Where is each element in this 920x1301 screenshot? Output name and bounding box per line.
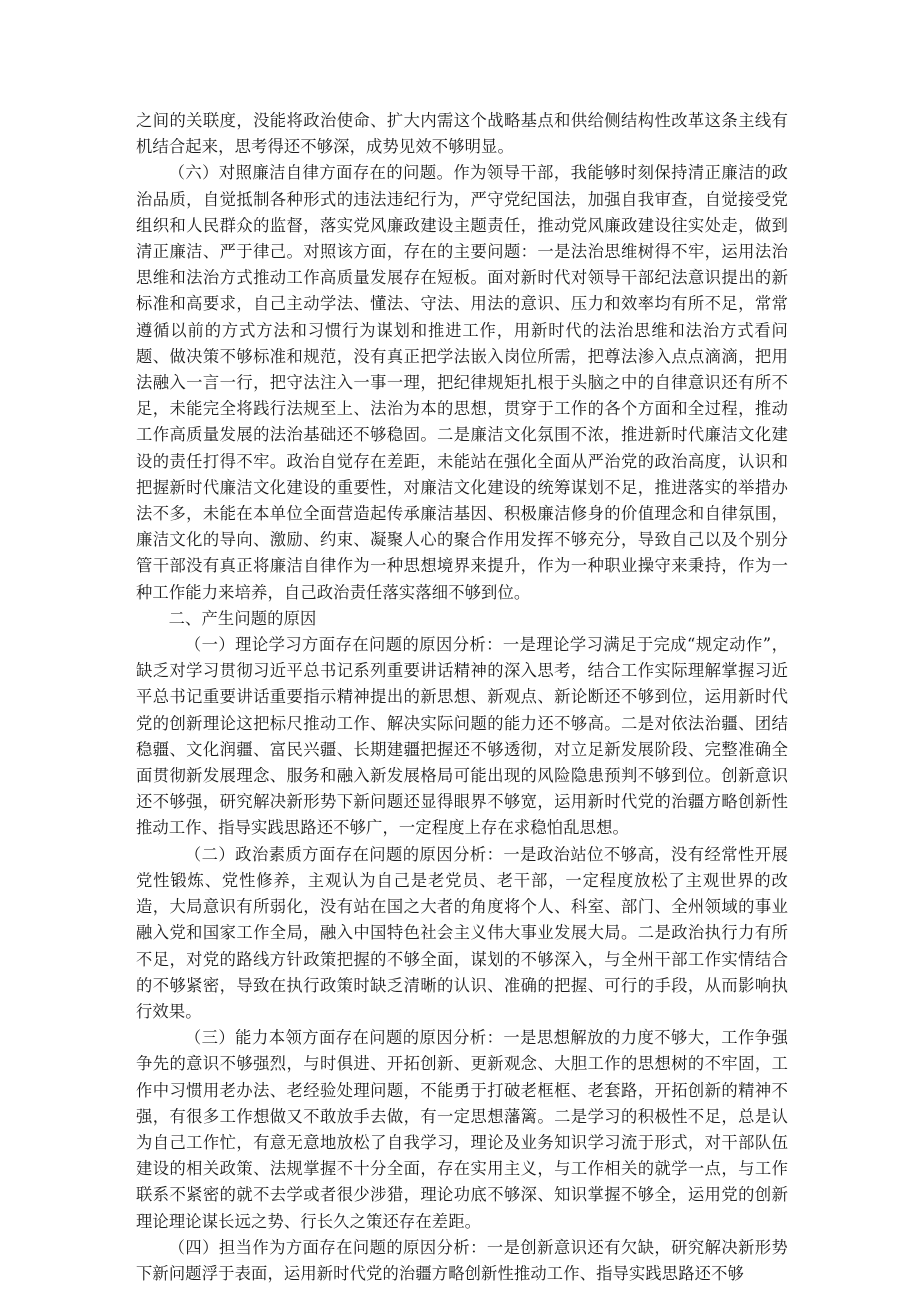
paragraph-continuation: 之间的关联度，没能将政治使命、扩大内需这个战略基点和供给侧结构性改革这条主线有机结合起来，思考得还不够深，成势见效不够明显。 [136, 111, 788, 157]
paragraph-political-quality-causes: （二）政治素质方面存在问题的原因分析：一是政治站位不够高，没有经常性开展党性锻炼、党性修养，主观认为自己是老党员、老干部，一定程度放松了主观世界的改造，大局意识有所弱化，没有站在国之大者的角度将个人、科室、部门、全州领域的事业融入党和国家工作全局，融入中国特色社会主义伟大事业发展大局。二是政治执行力有所不足，对党的路线方针政策把握的不够全面，谋划的不够深入，与全州干部工作实情结合的不够紧密，导致在执行政策时缺乏清晰的认识、准确的把握、可行的手段，从而影响执行效果。 [136, 844, 788, 1021]
section-heading-causes: 二、产生问题的原因 [168, 608, 317, 628]
paragraph-integrity-self-discipline: （六）对照廉洁自律方面存在的问题。作为领导干部，我能够时刻保持清正廉洁的政治品质，自觉抵制各种形式的违法违纪行为，严守党纪国法，加强自我审查，自觉接受党组织和人民群众的监督，落实党风廉政建设主题责任，推动党风廉政建设往实处走，做到清正廉洁、严于律己。对照该方面，存在的主要问题：一是法治思维树得不牢，运用法治思维和法治方式推动工作高质量发展存在短板。面对新时代对领导干部纪法意识提出的新标准和高要求，自己主动学法、懂法、守法、用法的意识、压力和效率均有所不足，常常遵循以前的方式方法和习惯行为谋划和推进工作，用新时代的法治思维和法治方式看问题、做决策不够标准和规范，没有真正把学法嵌入岗位所需，把尊法渗入点点滴滴，把用法融入一言一行，把守法注入一事一理，把纪律规矩扎根于头脑之中的自律意识还有所不足，未能完全将践行法规至上、法治为本的思想，贯穿于工作的各个方面和全过程，推动工作高质量发展的法治基础还不够稳固。二是廉洁文化氛围不浓，推进新时代廉洁文化建设的责任打得不牢。政治自觉存在差距，未能站在强化全面从严治党的政治高度，认识和把握新时代廉洁文化建设的重要性，对廉洁文化建设的统筹谋划不足，推进落实的举措办法不多，未能在本单位全面营造起传承廉洁基因、积极廉洁修身的价值理念和自律氛围，廉洁文化的导向、激励、约束、凝聚人心的聚合作用发挥不够充分，导致自己以及个别分管干部没有真正将廉洁自律作为一种思想境界来提升，作为一种职业操守来秉持，作为一种工作能力来培养，自己政治责任落实落细不够到位。 [136, 163, 788, 602]
paragraph-ability-causes: （三）能力本领方面存在问题的原因分析：一是思想解放的力度不够大，工作争强争先的意识不够强烈，与时俱进、开拓创新、更新观念、大胆工作的思想树的不牢固，工作中习惯用老办法、老经验处理问题，不能勇于打破老框框、老套路，开拓创新的精神不强，有很多工作想做又不敢放手去做，有一定思想藩篱。二是学习的积极性不足，总是认为自己工作忙，有意无意地放松了自我学习，理论及业务知识学习流于形式，对干部队伍建设的相关政策、法规掌握不十分全面，存在实用主义，与工作相关的就学一点，与工作联系不紧密的就不去学或者很少涉猎，理论功底不够深、知识掌握不够全，运用党的创新理论理论谋长远之势、行长久之策还存在差距。 [136, 1028, 788, 1231]
paragraph-responsibility-causes: （四）担当作为方面存在问题的原因分析：一是创新意识还有欠缺，研究解决新形势下新问题浮于表面，运用新时代党的治疆方略创新性推动工作、指导实践思路还不够 [136, 1237, 788, 1283]
paragraph-theory-study-causes: （一）理论学习方面存在问题的原因分析：一是理论学习满足于完成“规定动作”，缺乏对学习贯彻习近平总书记系列重要讲话精神的深入思考，结合工作实际理解掌握习近平总书记重要讲话重要指示精神提出的新思想、新观点、新论断还不够到位，运用新时代党的创新理论这把标尺推动工作、解决实际问题的能力还不够高。二是对依法治疆、团结稳疆、文化润疆、富民兴疆、长期建疆把握还不够透彻，对立足新发展阶段、完整准确全面贯彻新发展理念、服务和融入新发展格局可能出现的风险隐患预判不够到位。创新意识还不够强，研究解决新形势下新问题还显得眼界不够宽，运用新时代党的治疆方略创新性推动工作、指导实践思路还不够广，一定程度上存在求稳怕乱思想。 [136, 635, 788, 838]
